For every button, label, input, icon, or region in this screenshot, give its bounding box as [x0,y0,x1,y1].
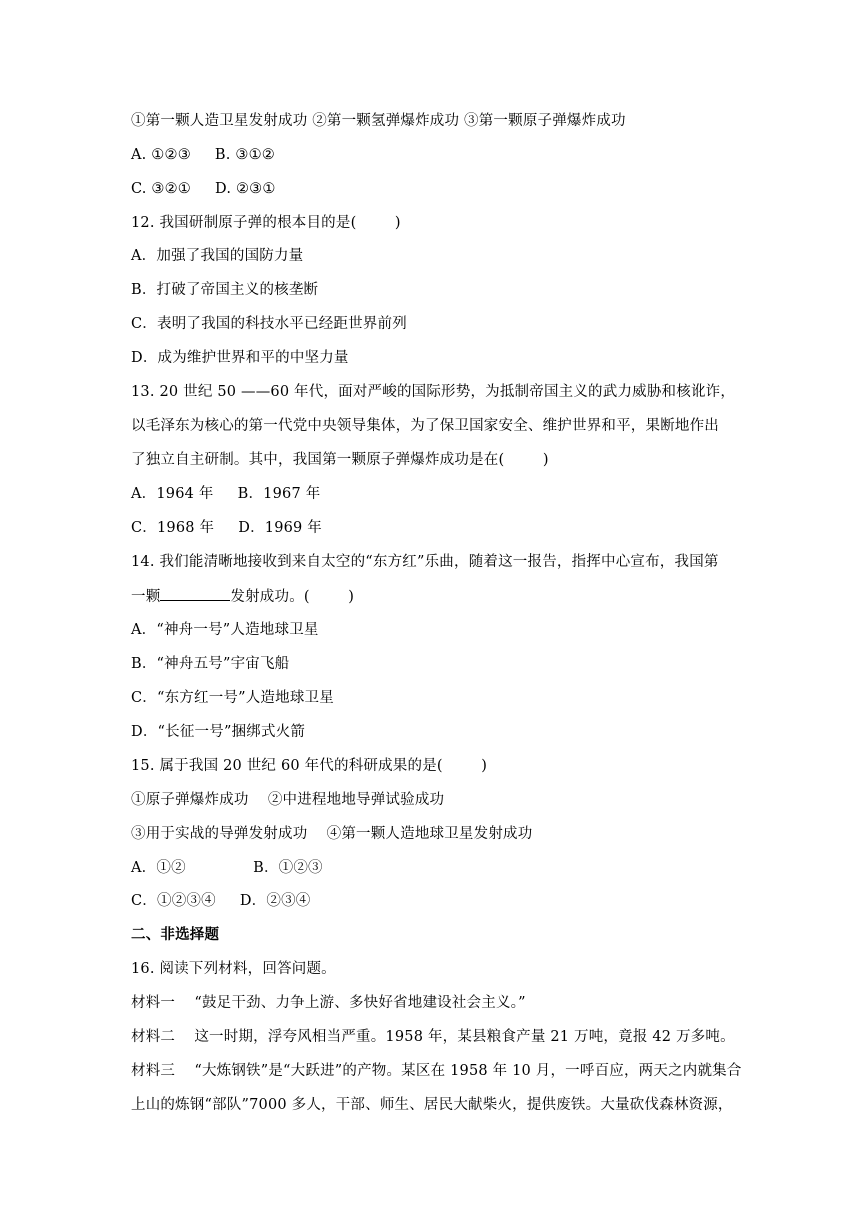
q15-items-1: ①原子弹爆炸成功 ②中进程地地导弹试验成功 [131,792,445,808]
q14-stem-after: 发射成功。( ) [230,589,355,605]
q11-items: ①第一颗人造卫星发射成功 ②第一颗氢弹爆炸成功 ③第一颗原子弹爆炸成功 [131,113,626,129]
material-three-line1: 材料三 “大炼钢铁”是“大跃进”的产物。某区在 1958 年 10 月，一呼百应，两天之内就集合 [131,1063,742,1079]
q14-option-a: A．“神舟一号”人造地球卫星 [131,622,319,638]
material-two: 材料二 这一时期，浮夸风相当严重。1958 年，某县粮食产量 21 万吨，竟报 42 万多吨。 [131,1029,735,1045]
fill-in-blank [160,586,230,601]
q12-option-a: A．加强了我国的国防力量 [131,248,304,264]
q12-option-c: C．表明了我国的科技水平已经距世界前列 [131,316,407,332]
q11-options-ab: A. ①②③ B. ③①② [131,147,276,163]
q14-stem-line1: 14. 我们能清晰地接收到来自太空的“东方红”乐曲，随着这一报告，指挥中心宣布，我国第 [131,554,719,570]
q15-options-cd: C．①②③④ D．②③④ [131,893,311,909]
material-one: 材料一 “鼓足干劲、力争上游、多快好省地建设社会主义。” [131,995,526,1011]
q13-stem-line1: 13. 20 世纪 50 ——60 年代，面对严峻的国际形势，为抵制帝国主义的武力威胁和核讹诈， [131,384,736,400]
q12-stem: 12. 我国研制原子弹的根本目的是( ) [131,215,401,231]
q12-option-b: B．打破了帝国主义的核垄断 [131,282,319,298]
q13-options-cd: C．1968 年 D．1969 年 [131,520,322,536]
q14-option-c: C．“东方红一号”人造地球卫星 [131,690,334,706]
q15-stem: 15. 属于我国 20 世纪 60 年代的科研成果的是( ) [131,758,488,774]
q13-options-ab: A．1964 年 B．1967 年 [131,486,321,502]
q14-stem-before: 一颗 [131,589,161,605]
material-three-line2: 上山的炼钢“部队”7000 多人，干部、师生、居民大献柴火，提供废铁。大量砍伐森林资源， [131,1097,733,1113]
q14-option-d: D．“长征一号”捆绑式火箭 [131,724,306,740]
q12-option-d: D．成为维护世界和平的中坚力量 [131,350,349,366]
q13-stem-line2: 以毛泽东为核心的第一代党中央领导集体，为了保卫国家安全、维护世界和平，果断地作出 [131,418,719,434]
q14-option-b: B．“神舟五号”宇宙飞船 [131,656,290,672]
q13-stem-line3: 了独立自主研制。其中，我国第一颗原子弹爆炸成功是在( ) [131,452,549,468]
q15-items-2: ③用于实战的导弹发射成功 ④第一颗人造地球卫星发射成功 [131,826,533,842]
q11-options-cd: C. ③②① D. ②③① [131,181,276,197]
section-heading: 二、非选择题 [131,926,220,943]
q16-stem: 16. 阅读下列材料，回答问题。 [131,961,336,977]
q14-stem-line2 [131,586,354,607]
q15-options-ab: A．①② B．①②③ [131,860,323,876]
